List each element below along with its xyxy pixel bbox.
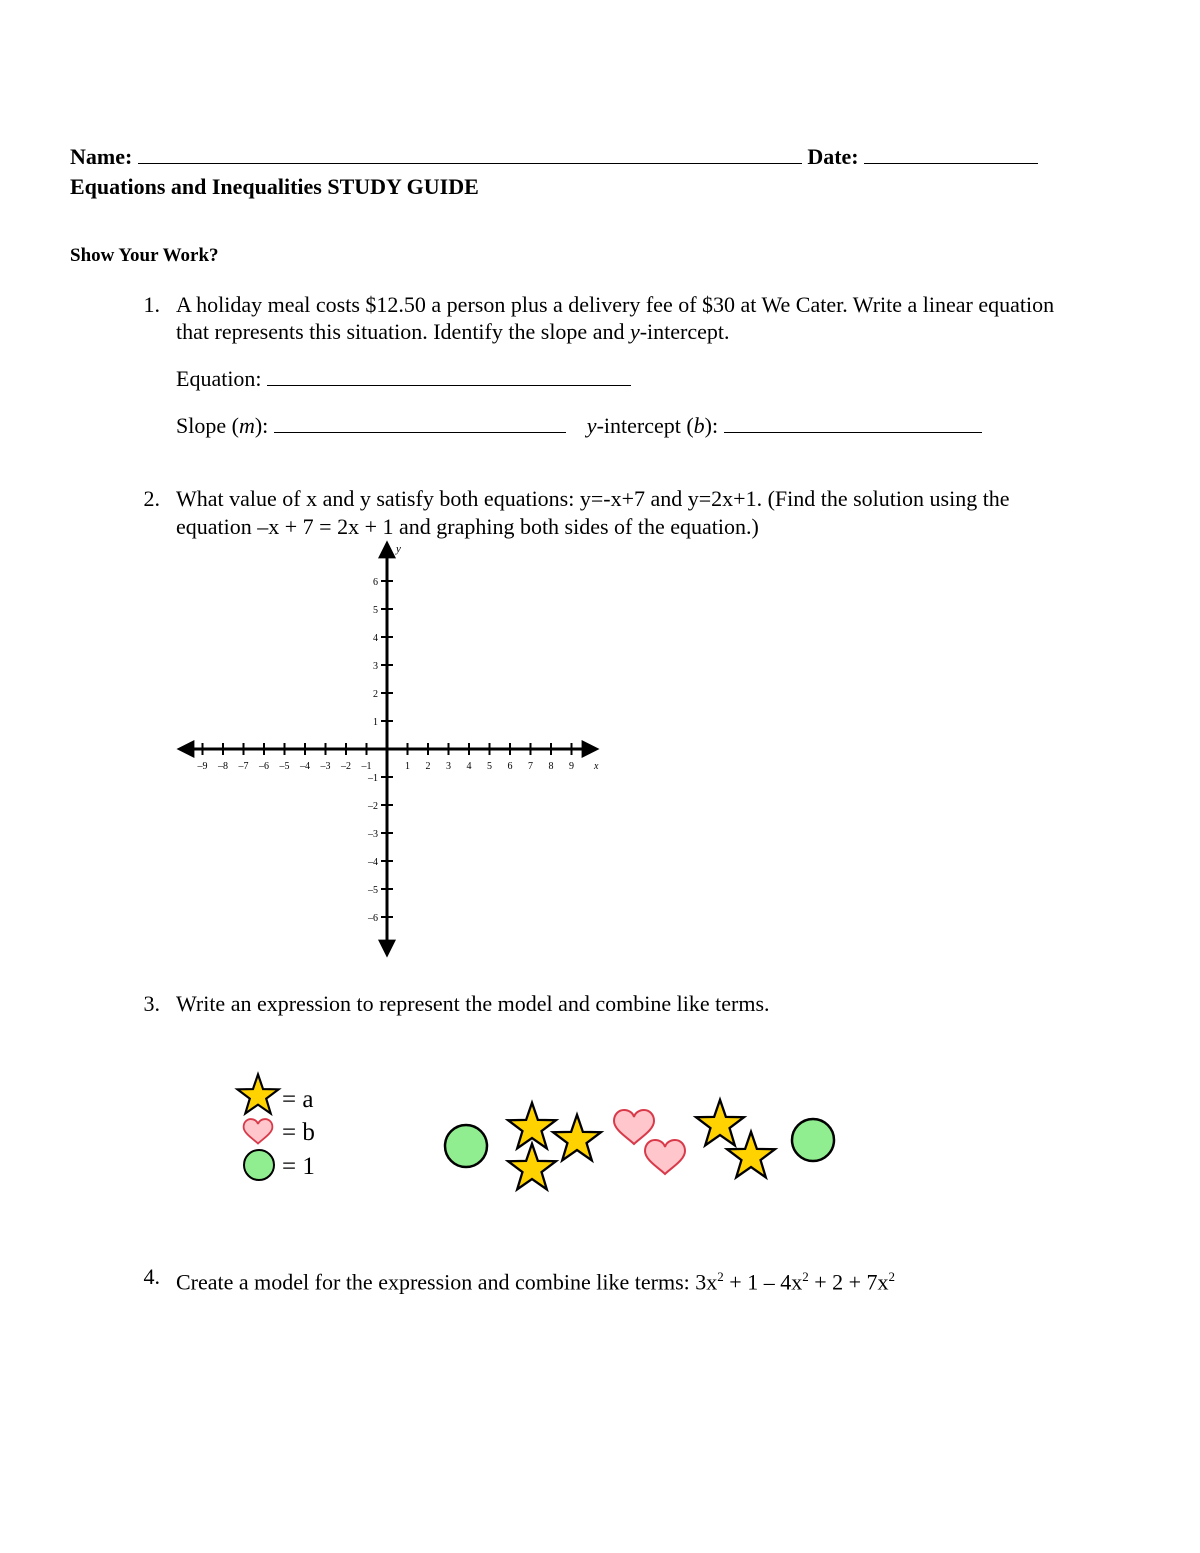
x-tick-label: 2 [425,761,431,772]
y-tick-label: 4 [373,633,378,644]
x-tick-label: –2 [341,761,351,772]
q4-text: Create a model for the expression and combine like terms: $3x^2 + 1 - 4x^2 + 2 + 7x^2$ [176,1269,896,1295]
model-heart-1 [614,1110,654,1144]
y-tick-label: 1 [373,717,378,728]
legend-star-label: = a [282,1086,314,1113]
x-tick-label: 6 [507,761,513,772]
equation-label: Equation: [176,366,262,391]
y-tick-label: 6 [373,577,378,588]
y-tick-label: –4 [368,857,378,868]
x-tick-label: –8 [218,761,228,772]
legend-heart-icon [244,1119,273,1143]
model-star-3 [508,1144,556,1190]
x-tick-label: 3 [446,761,451,772]
q1-text-line1: A holiday meal costs $12.50 a person plus a delivery fee of $30 at We Cater. Write a linear equation [176,292,1055,317]
legend-star-icon [237,1074,278,1113]
x-tick-label: 5 [487,761,492,772]
model-heart-2 [645,1140,685,1174]
x-axis-label: x [594,761,599,772]
x-tick-label: –6 [259,761,269,772]
model-circle-2 [792,1119,834,1161]
x-tick-label: 9 [569,761,574,772]
y-tick-label: –2 [368,801,378,812]
q4-number: 4. [143,1264,160,1289]
q3-number: 3. [143,991,160,1016]
x-tick-label: –5 [279,761,290,772]
y-tick-label: –6 [368,913,378,924]
y-tick-label: –1 [368,773,378,784]
x-tick-label: 4 [466,761,472,772]
x-tick-label: 1 [405,761,410,772]
x-tick-label: –3 [320,761,331,772]
model-star-2 [553,1115,601,1161]
x-tick-label: –4 [300,761,310,772]
q1-number: 1. [143,292,160,317]
page-title: Equations and Inequalities STUDY GUIDE [70,174,479,199]
legend-heart-label: = b [282,1119,315,1146]
legend-circle-icon [244,1150,274,1180]
x-tick-label: 7 [528,761,533,772]
x-tick-label: –9 [197,761,208,772]
q3-text: Write an expression to represent the model and combine like terms. [176,991,770,1016]
q2-text-line1: What value of x and y satisfy both equations: y=-x+7 and y=2x+1. (Find the solution using the [176,486,1010,511]
instruction: Show Your Work? [70,245,219,266]
model-star-5 [727,1132,775,1178]
y-tick-label: 5 [373,605,378,616]
y-axis-label: y [396,543,401,555]
q2-number: 2. [143,486,160,511]
x-tick-label: –7 [238,761,249,772]
y-tick-label: 2 [373,689,378,700]
x-tick-label: 8 [548,761,554,772]
legend-circle-label: = 1 [282,1153,315,1180]
name-label: Name: [70,144,133,169]
y-tick-label: –3 [368,829,378,840]
x-tick-label: –1 [361,761,372,772]
yint-label: y-intercept (b): [586,413,719,438]
model-star-4 [696,1100,744,1146]
date-label: Date: [807,144,859,169]
q1-text-line2: that represents this situation. Identify the slope and y-intercept. [176,319,730,344]
y-tick-label: –5 [368,885,378,896]
slope-label: Slope (m): [176,413,269,438]
y-tick-label: 3 [373,661,378,672]
model-circle-1 [445,1125,487,1167]
q2-text-line2: equation –x + 7 = 2x + 1 and graphing both sides of the equation.) [176,514,759,539]
